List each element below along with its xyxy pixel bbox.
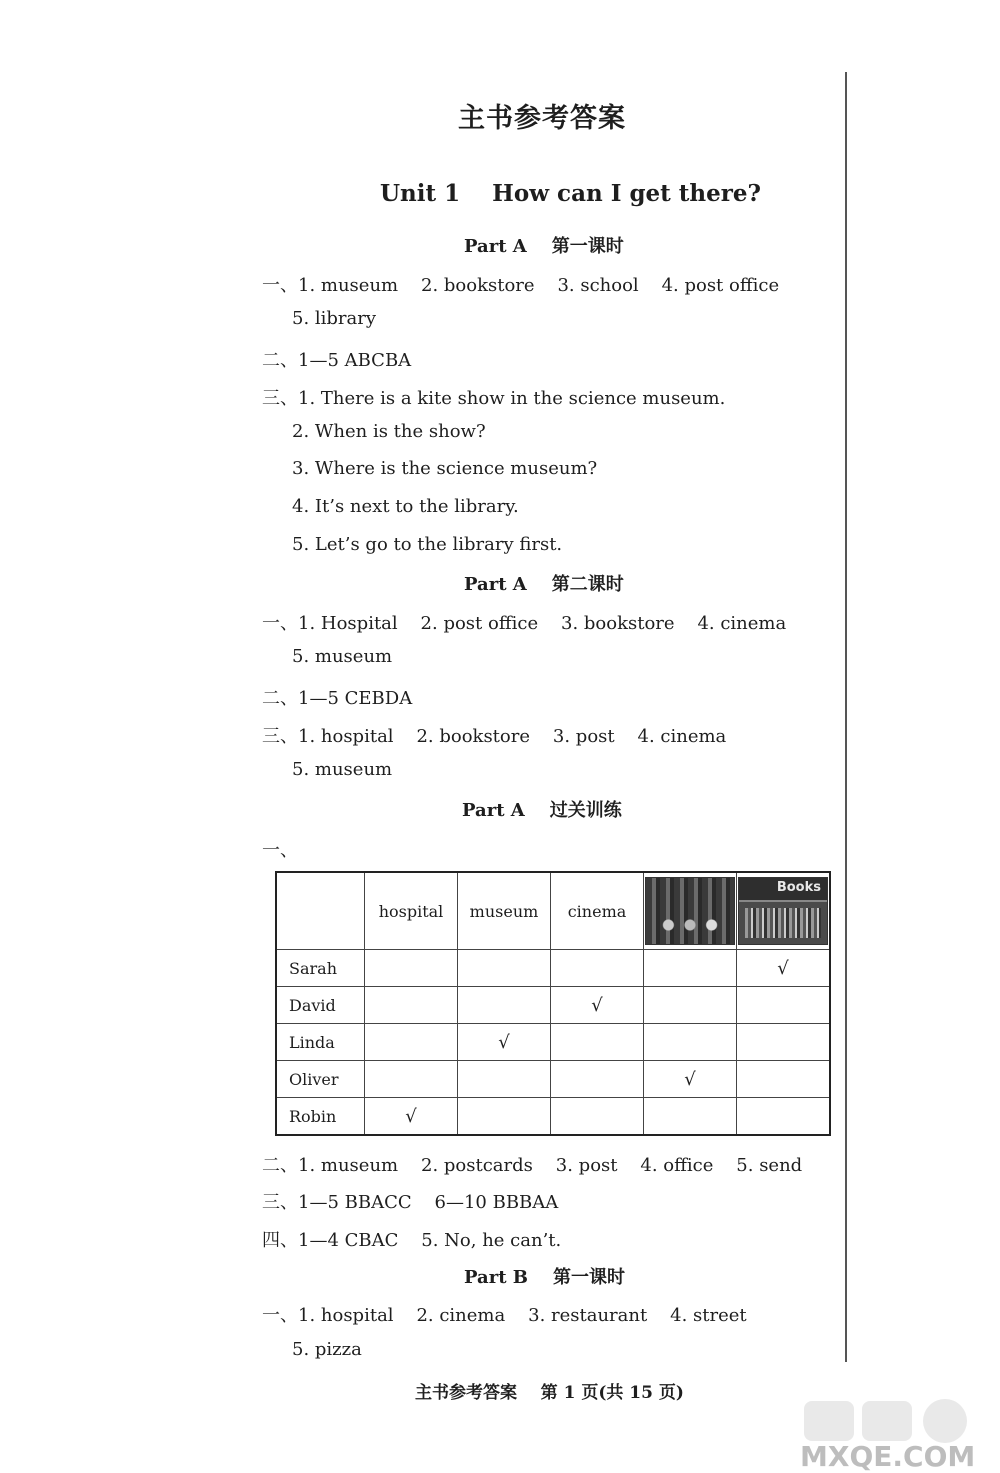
part-a-lesson1-heading: Part A 第一课时 [464,236,624,257]
header-bookstore-picture [737,872,831,950]
cinema-picture-icon [645,877,735,945]
answer-line: 一、1. hospital 2. cinema 3. restaurant 4. street [262,1305,747,1326]
answer-line: 三、1—5 BBACC 6—10 BBBAA [262,1192,559,1213]
check-mark: √ [737,950,831,987]
check-mark: √ [551,987,644,1024]
answer-line: 5. museum [292,759,393,780]
header-cinema-picture [644,872,737,950]
answer-line: 5. Let’s go to the library first. [292,534,563,555]
answer-line: 三、1. There is a kite show in the science museum. [262,388,726,409]
answer-line: 3. Where is the science museum? [292,458,598,479]
answer-line: 二、1—5 CEBDA [262,688,413,709]
check-mark: √ [365,1098,458,1136]
header-hospital: hospital [365,872,458,950]
check-mark: √ [458,1024,551,1061]
row-name: Oliver [276,1061,365,1098]
header-cinema: cinema [551,872,644,950]
row-name: Sarah [276,950,365,987]
part-a-review-heading: Part A 过关训练 [462,800,622,821]
answer-line: 5. library [292,308,377,329]
places-table [275,871,831,1136]
row-name: David [276,987,365,1024]
answer-line: 三、1. hospital 2. bookstore 3. post 4. cinema [262,726,727,747]
watermark-text: MXQE.COM [800,1440,976,1473]
answer-line: 四、1—4 CBAC 5. No, he can’t. [262,1230,562,1251]
check-mark: √ [644,1061,737,1098]
bookstore-picture-icon [738,877,828,945]
table-corner-cell [276,872,365,950]
page-title: 主书参考答案 [458,103,626,134]
row-name: Linda [276,1024,365,1061]
part-a-lesson2-heading: Part A 第二课时 [464,574,624,595]
page-footer: 主书参考答案 第 1 页(共 15 页) [415,1383,684,1403]
margin-rule [845,72,847,1362]
unit-title: Unit 1 How can I get there? [380,180,762,207]
header-museum: museum [458,872,551,950]
answer-line: 4. It’s next to the library. [292,496,519,517]
answer-line: 5. pizza [292,1339,362,1360]
bookstore-sign: Books [776,880,821,895]
answer-line: 一、1. museum 2. bookstore 3. school 4. post office [262,275,780,296]
part-b-lesson1-heading: Part B 第一课时 [464,1267,626,1288]
row-name: Robin [276,1098,365,1136]
answer-line: 一、1. Hospital 2. post office 3. bookstore 4. cinema [262,613,787,634]
answer-line: 一、 [262,840,298,861]
answer-line: 二、1—5 ABCBA [262,350,412,371]
answer-line: 5. museum [292,646,393,667]
answer-line: 二、1. museum 2. postcards 3. post 4. office 5. send [262,1155,803,1176]
answer-line: 2. When is the show? [292,421,486,442]
